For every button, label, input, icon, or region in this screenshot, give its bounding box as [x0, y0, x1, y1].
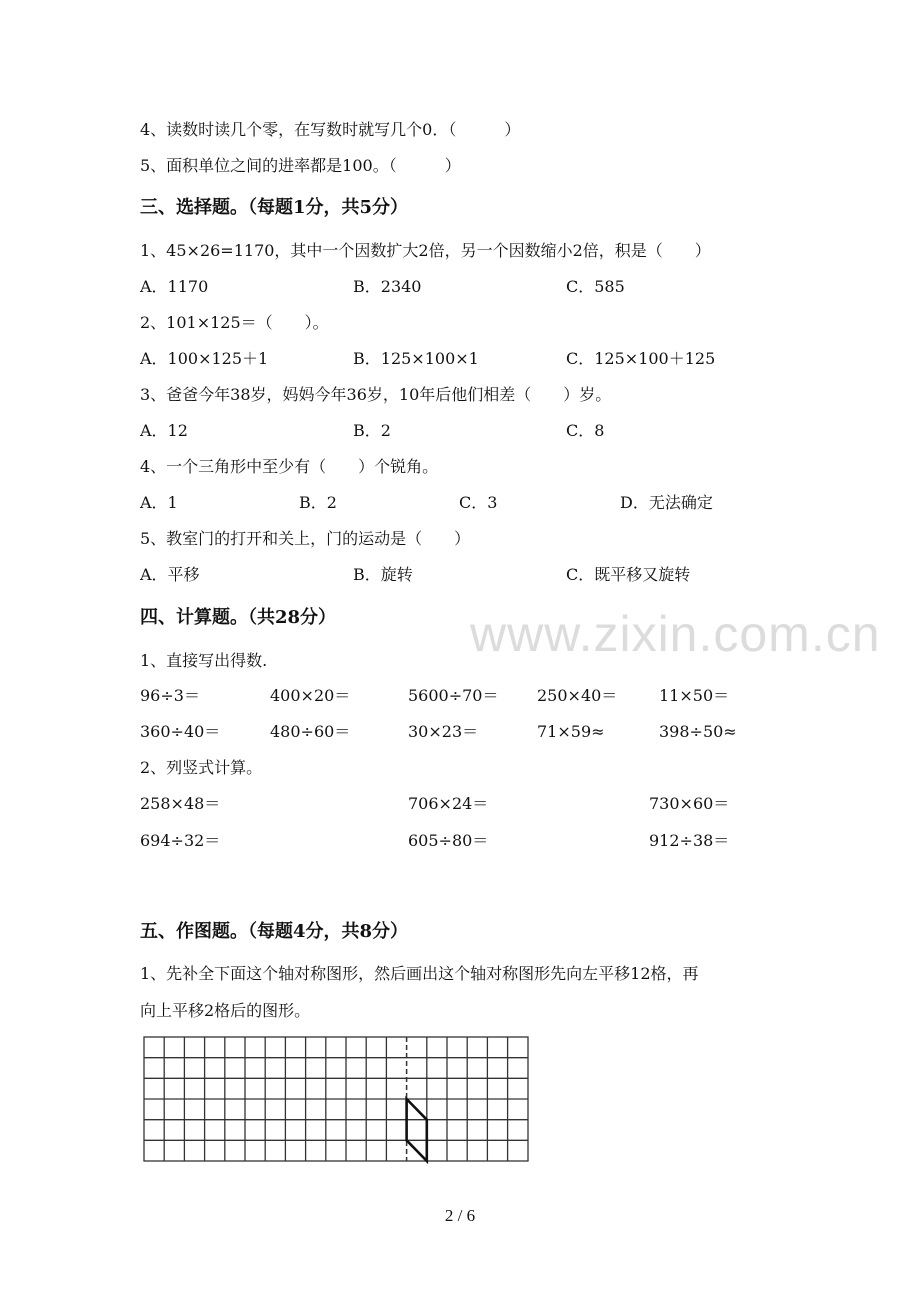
direct-calc-item: 5600÷70＝	[408, 686, 499, 705]
vertical-calc-item: 605÷80＝	[408, 831, 489, 850]
section-heading-drawing: 五、作图题。（每题4分，共8分）	[140, 921, 409, 942]
direct-calc-item: 398÷50≈	[659, 722, 737, 741]
page-number: 2 / 6	[444, 1206, 476, 1225]
drawing-question-line-2: 向上平移2格后的图形。	[140, 1001, 311, 1020]
direct-calc-item: 250×40＝	[537, 686, 618, 705]
drawing-question-line-1: 1、先补全下面这个轴对称图形，然后画出这个轴对称图形先向左平移12格，再	[140, 964, 699, 983]
true-false-item-5: 5、面积单位之间的进率都是100。（ ）	[140, 156, 461, 175]
choice-1-option-b: B．2340	[353, 277, 422, 296]
choice-5-option-c: C．既平移又旋转	[566, 565, 691, 584]
choice-question-2: 2、101×125＝（ ）。	[140, 313, 329, 332]
half-figure	[407, 1099, 427, 1161]
direct-calc-item: 11×50＝	[659, 686, 730, 705]
direct-calc-item: 30×23＝	[408, 722, 479, 741]
choice-4-option-a: A．1	[140, 493, 178, 512]
direct-calc-item: 71×59≈	[537, 722, 605, 741]
true-false-item-4: 4、读数时读几个零，在写数时就写几个0．（ ）	[140, 120, 521, 139]
choice-3-option-c: C．8	[566, 421, 605, 440]
choice-3-option-b: B．2	[353, 421, 391, 440]
choice-2-option-a: A．100×125＋1	[140, 349, 269, 368]
drawing-grid	[143, 1036, 531, 1164]
choice-3-option-a: A．12	[140, 421, 188, 440]
vertical-calc-item: 706×24＝	[408, 794, 489, 813]
choice-question-3: 3、爸爸今年38岁，妈妈今年36岁，10年后他们相差（ ）岁。	[140, 385, 612, 404]
choice-4-option-d: D．无法确定	[620, 493, 713, 512]
choice-4-option-c: C．3	[459, 493, 498, 512]
choice-5-option-a: A．平移	[140, 565, 200, 584]
choice-1-option-c: C．585	[566, 277, 625, 296]
choice-question-5: 5、教室门的打开和关上，门的运动是（ ）	[140, 529, 471, 548]
direct-calc-title: 1、直接写出得数.	[140, 651, 268, 670]
section-heading-choice: 三、选择题。（每题1分，共5分）	[140, 197, 409, 218]
choice-4-option-b: B．2	[299, 493, 337, 512]
direct-calc-item: 96÷3＝	[140, 686, 200, 705]
vertical-calc-item: 258×48＝	[140, 794, 221, 813]
vertical-calc-item: 730×60＝	[649, 794, 730, 813]
choice-question-1: 1、45×26=1170，其中一个因数扩大2倍，另一个因数缩小2倍，积是（ ）	[140, 241, 711, 260]
direct-calc-item: 480÷60＝	[270, 722, 351, 741]
choice-question-4: 4、一个三角形中至少有（ ）个锐角。	[140, 457, 439, 476]
choice-1-option-a: A．1170	[140, 277, 209, 296]
choice-2-option-c: C．125×100＋125	[566, 349, 716, 368]
section-heading-calc: 四、计算题。（共28分）	[140, 607, 337, 628]
grid-lines	[144, 1037, 528, 1161]
vertical-calc-item: 912÷38＝	[649, 831, 730, 850]
direct-calc-item: 400×20＝	[270, 686, 351, 705]
vertical-calc-title: 2、列竖式计算。	[140, 758, 263, 777]
direct-calc-item: 360÷40＝	[140, 722, 221, 741]
choice-2-option-b: B．125×100×1	[353, 349, 479, 368]
vertical-calc-item: 694÷32＝	[140, 831, 221, 850]
watermark: www.zixin.com.cn	[470, 606, 881, 662]
choice-5-option-b: B．旋转	[353, 565, 413, 584]
